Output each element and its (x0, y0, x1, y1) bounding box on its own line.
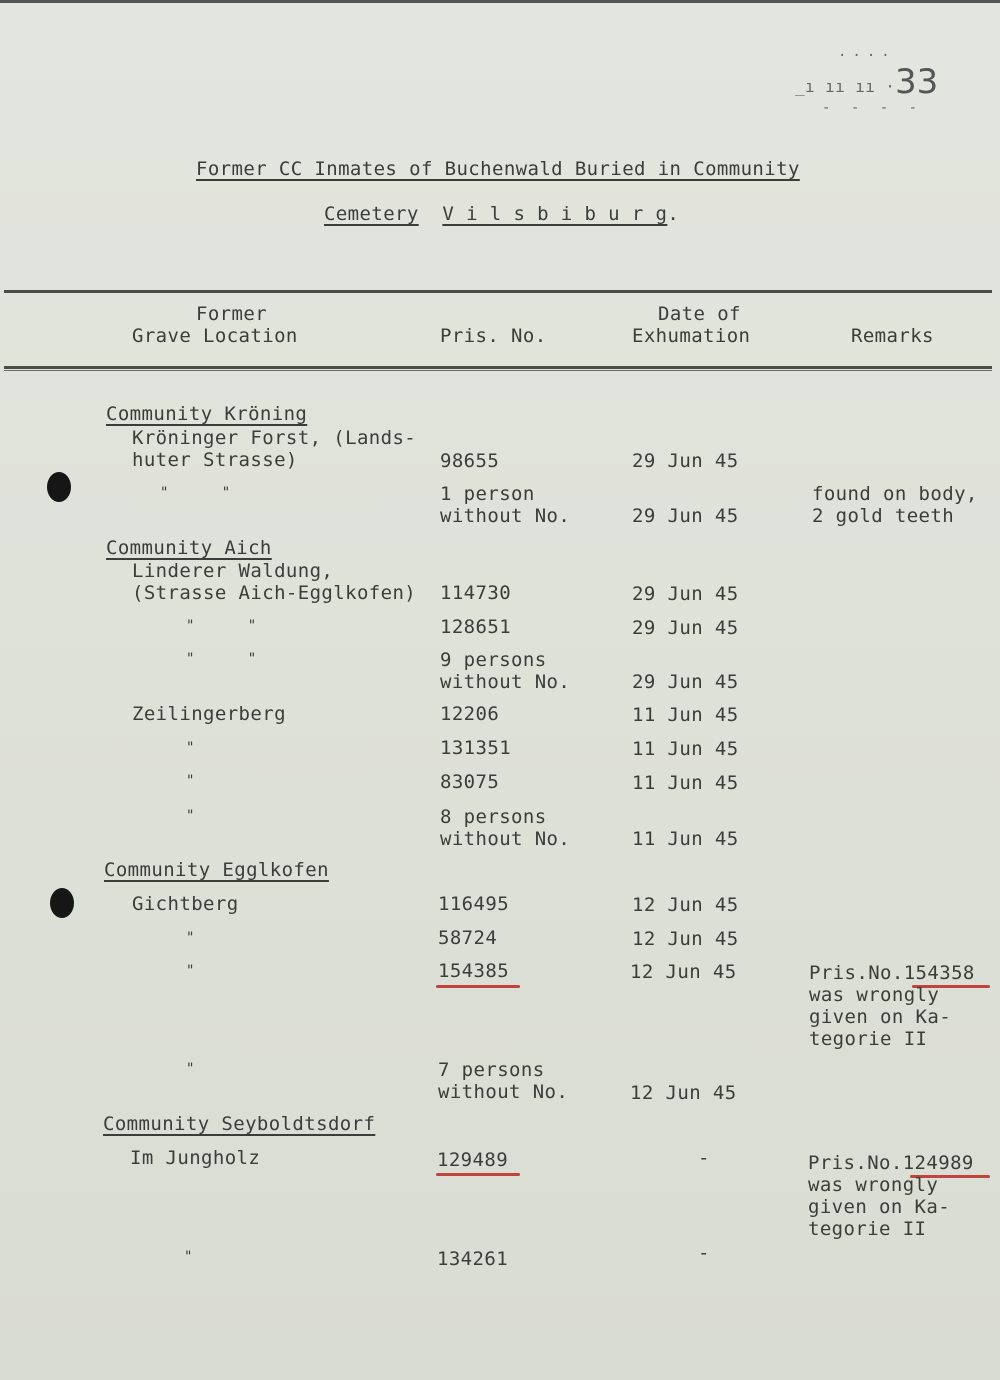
row-location-ditto: " (184, 1249, 193, 1265)
row-pris-no: 58724 (438, 927, 498, 949)
title-place: V i l s b i b u r g (442, 203, 668, 225)
row-date: 29 Jun 45 (632, 505, 739, 527)
row-pris-no: 83075 (440, 771, 500, 793)
title-line-1: Former CC Inmates of Buchenwald Buried in Community (196, 158, 800, 180)
row-pris-no: 98655 (440, 450, 500, 472)
row-pris-no: 154385 (438, 960, 510, 982)
row-pris-no-cont: without No. (440, 505, 571, 527)
row-date: - (698, 1242, 710, 1264)
row-date: - (698, 1147, 710, 1169)
row-remark: Pris.No.154358 (809, 962, 975, 984)
row-remark: found on body, (812, 483, 978, 505)
row-pris-no-cont: without No. (440, 671, 571, 693)
row-location: Gichtberg (132, 893, 239, 915)
row-remark-cont: 2 gold teeth (812, 505, 955, 527)
row-date: 12 Jun 45 (632, 928, 739, 950)
row-location-ditto: " " (186, 618, 257, 634)
header-date-l1: Date of (658, 303, 741, 325)
row-location: Im Jungholz (130, 1147, 261, 1169)
row-date: 12 Jun 45 (632, 894, 739, 916)
row-pris-no: 134261 (437, 1248, 509, 1270)
header-date-l2: Exhumation (632, 325, 751, 347)
punch-hole (50, 888, 74, 918)
pencil-marks: - - - - (822, 100, 924, 116)
row-remark: Pris.No.124989 (808, 1152, 974, 1174)
row-pris-no-cont: without No. (440, 828, 571, 850)
title-period: . (667, 203, 680, 225)
row-date: 29 Jun 45 (632, 671, 739, 693)
row-location-ditto: " (186, 740, 195, 756)
title-cemetery: Cemetery (324, 203, 419, 225)
header-location-l2: Grave Location (132, 325, 298, 347)
punch-hole (47, 472, 71, 502)
row-pris-no: 7 persons (438, 1059, 545, 1081)
header-pris-no: Pris. No. (440, 325, 547, 347)
row-location-ditto: " (186, 1061, 195, 1077)
row-location-ditto: " " (160, 485, 231, 501)
row-location-ditto: " (186, 808, 195, 824)
header-bottom-rule-thin (4, 370, 992, 371)
row-date: 12 Jun 45 (630, 961, 737, 983)
row-remark-cont: was wrongly (809, 984, 940, 1006)
section-community-aich: Community Aich (106, 537, 272, 559)
row-pris-no: 129489 (437, 1149, 509, 1171)
row-date: 11 Jun 45 (632, 704, 739, 726)
row-pris-no: 12206 (440, 703, 500, 725)
row-pris-no-cont: without No. (438, 1081, 569, 1103)
section-community-kroening: Community Kröning (106, 403, 308, 425)
header-bottom-rule (4, 366, 992, 369)
row-location: Kröninger Forst, (Lands- (132, 427, 417, 449)
row-pris-no: 128651 (440, 616, 512, 638)
row-date: 29 Jun 45 (632, 617, 739, 639)
row-remark-cont: tegorie II (809, 1028, 928, 1050)
row-location: Zeilingerberg (132, 703, 286, 725)
row-date: 12 Jun 45 (630, 1082, 737, 1104)
row-pris-no: 116495 (438, 893, 510, 915)
row-pris-no: 131351 (440, 737, 512, 759)
section-community-seyboldtsdorf: Community Seyboldtsdorf (103, 1113, 376, 1135)
header-top-rule (4, 290, 992, 293)
header-location-l1: Former (196, 303, 268, 325)
row-location-ditto: " (186, 963, 195, 979)
row-location-ditto: " (186, 773, 195, 789)
row-pris-no: 114730 (440, 582, 512, 604)
red-underline-mark (436, 1173, 520, 1176)
row-pris-no: 9 persons (440, 649, 547, 671)
page-number: 33 (895, 62, 939, 102)
row-location: Linderer Waldung, (132, 560, 334, 582)
section-community-egglkofen: Community Egglkofen (104, 859, 329, 881)
row-location-cont: huter Strasse) (132, 449, 298, 471)
row-date: 11 Jun 45 (632, 772, 739, 794)
row-date: 29 Jun 45 (632, 583, 739, 605)
header-remarks: Remarks (851, 325, 934, 347)
page-top-edge (0, 0, 1000, 3)
row-remark-cont: tegorie II (808, 1218, 927, 1240)
pencil-marks: ···· (838, 48, 896, 64)
row-date: 11 Jun 45 (632, 828, 739, 850)
pencil-marks: _ı ıı ıı · (795, 77, 896, 96)
row-remark-cont: was wrongly (808, 1174, 939, 1196)
row-remark-cont: given on Ka- (808, 1196, 951, 1218)
row-date: 29 Jun 45 (632, 450, 739, 472)
row-location-ditto: " " (186, 651, 257, 667)
title-line-2 (324, 203, 679, 225)
row-location-cont: (Strasse Aich-Egglkofen) (132, 582, 417, 604)
row-pris-no: 1 person (440, 483, 535, 505)
row-date: 11 Jun 45 (632, 738, 739, 760)
row-pris-no: 8 persons (440, 806, 547, 828)
row-remark-cont: given on Ka- (809, 1006, 952, 1028)
row-location-ditto: " (186, 930, 195, 946)
red-underline-mark (436, 985, 520, 988)
